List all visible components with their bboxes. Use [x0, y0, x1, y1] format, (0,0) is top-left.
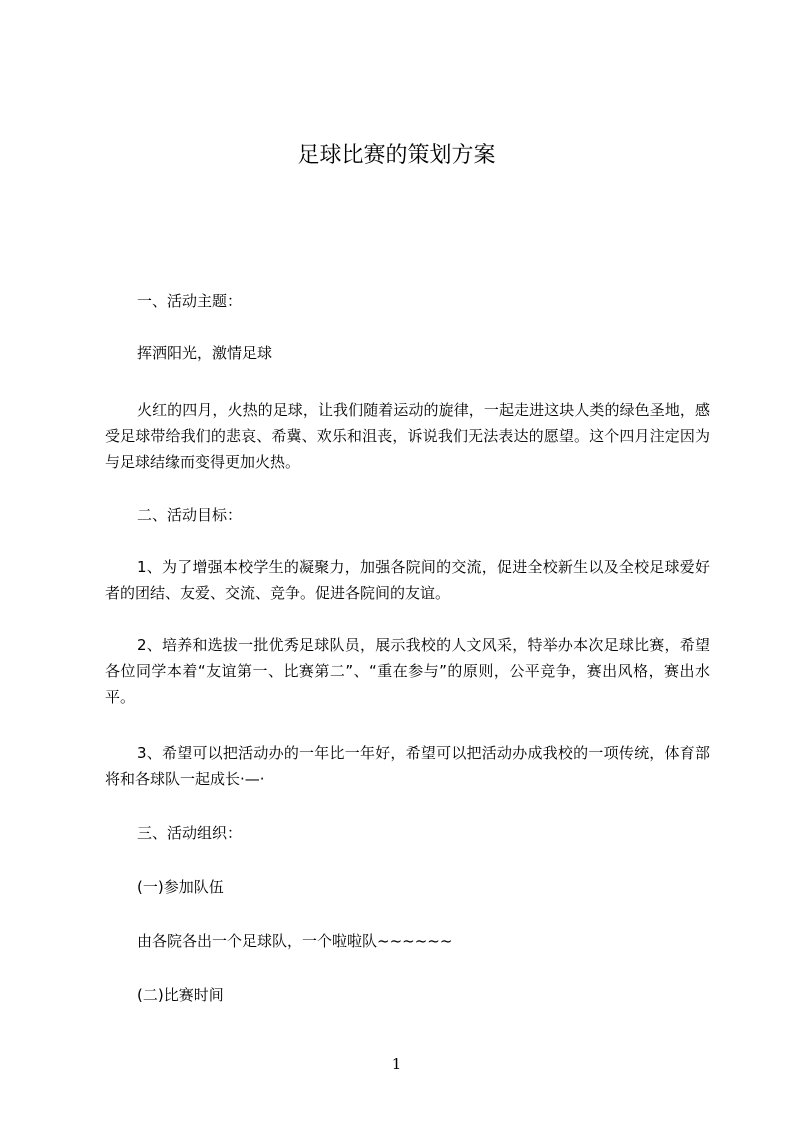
theme-slogan: 挥洒阳光，激情足球: [137, 344, 273, 362]
teams-description: 由各院各出一个足球队，一个啦啦队~~~~~~: [137, 932, 453, 950]
subheading-match-time: (二)比赛时间: [137, 986, 224, 1004]
goal-item-3: 3、希望可以把活动办的一年比一年好，希望可以把活动办成我校的一项传统，体育部将和各球队一起成长·—·: [105, 744, 710, 788]
section-heading-goals: 二、活动目标：: [137, 506, 243, 524]
section-heading-theme: 一、活动主题：: [137, 292, 243, 310]
goal-item-1: 1、为了增强本校学生的凝聚力，加强各院间的交流，促进全校新生以及全校足球爱好者的团结、友爱、交流、竞争。促进各院间的友谊。: [105, 558, 710, 602]
goal-item-2: 2、培养和选拔一批优秀足球队员，展示我校的人文风采，特举办本次足球比赛，希望各位同学本着“友谊第一、比赛第二”、“重在参与”的原则，公平竞争，赛出风格，赛出水平。: [105, 636, 710, 706]
document-title: 足球比赛的策划方案: [297, 143, 496, 168]
intro-paragraph: 火红的四月，火热的足球，让我们随着运动的旋律，一起走进这块人类的绿色圣地，感受足球带给我们的悲哀、希冀、欢乐和沮丧，诉说我们无法表达的愿望。这个四月注定因为与足球结缘而变得更加火热。: [105, 401, 710, 471]
page-number: 1: [391, 1055, 402, 1073]
subheading-teams: (一)参加队伍: [137, 878, 224, 896]
section-heading-organization: 三、活动组织：: [137, 824, 243, 842]
